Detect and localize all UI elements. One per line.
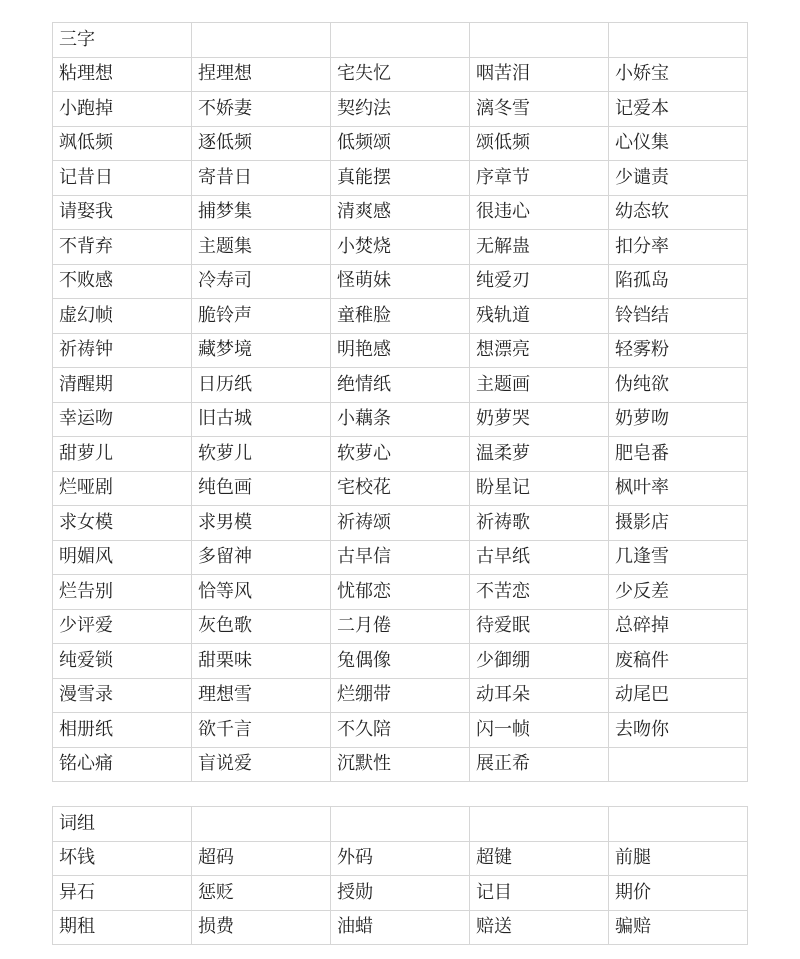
word-cell: 异石 <box>53 876 192 911</box>
word-cell: 祈祷歌 <box>470 506 609 541</box>
word-cell: 脆铃声 <box>192 299 331 334</box>
word-cell: 不苦恋 <box>470 575 609 610</box>
word-cell: 盼星记 <box>470 471 609 506</box>
word-cell: 甜萝儿 <box>53 437 192 472</box>
section-header-row <box>53 23 748 58</box>
word-cell: 总碎掉 <box>609 609 748 644</box>
word-cell: 不娇妻 <box>192 92 331 127</box>
word-cell: 闪一帧 <box>470 713 609 748</box>
word-cell: 咽苦泪 <box>470 57 609 92</box>
phrase-word-table <box>52 806 748 945</box>
word-cell: 很违心 <box>470 195 609 230</box>
word-cell: 动尾巴 <box>609 678 748 713</box>
word-cell: 损费 <box>192 910 331 945</box>
word-cell: 二月倦 <box>331 609 470 644</box>
word-cell: 飒低频 <box>53 126 192 161</box>
word-cell: 主题画 <box>470 368 609 403</box>
word-cell: 低频颂 <box>331 126 470 161</box>
word-cell: 宅失忆 <box>331 57 470 92</box>
word-cell: 不背弃 <box>53 230 192 265</box>
word-cell: 前腿 <box>609 841 748 876</box>
word-cell: 幸运吻 <box>53 402 192 437</box>
word-row <box>53 402 748 437</box>
word-row <box>53 506 748 541</box>
word-cell: 期价 <box>609 876 748 911</box>
word-row <box>53 126 748 161</box>
word-cell: 古早纸 <box>470 540 609 575</box>
word-cell: 幼态软 <box>609 195 748 230</box>
word-cell: 相册纸 <box>53 713 192 748</box>
empty-cell <box>470 807 609 842</box>
word-cell: 铭心痛 <box>53 747 192 782</box>
word-cell: 祈祷颂 <box>331 506 470 541</box>
word-cell: 惩贬 <box>192 876 331 911</box>
word-cell: 明艳感 <box>331 333 470 368</box>
word-cell: 小焚烧 <box>331 230 470 265</box>
word-cell: 沉默性 <box>331 747 470 782</box>
word-cell: 废稿件 <box>609 644 748 679</box>
word-cell: 清醒期 <box>53 368 192 403</box>
word-cell: 少反差 <box>609 575 748 610</box>
word-cell: 无解蛊 <box>470 230 609 265</box>
word-cell: 烂绷带 <box>331 678 470 713</box>
section-header-row <box>53 807 748 842</box>
word-cell: 超键 <box>470 841 609 876</box>
word-cell: 外码 <box>331 841 470 876</box>
word-row <box>53 230 748 265</box>
word-row <box>53 57 748 92</box>
word-cell: 铃铛结 <box>609 299 748 334</box>
word-cell: 少御绷 <box>470 644 609 679</box>
word-cell: 纯爱刃 <box>470 264 609 299</box>
word-cell: 逐低频 <box>192 126 331 161</box>
word-cell: 清爽感 <box>331 195 470 230</box>
word-row <box>53 368 748 403</box>
word-cell: 忧郁恋 <box>331 575 470 610</box>
word-cell: 甜栗味 <box>192 644 331 679</box>
word-cell: 期租 <box>53 910 192 945</box>
word-cell: 明媚风 <box>53 540 192 575</box>
empty-cell <box>331 23 470 58</box>
empty-cell <box>192 807 331 842</box>
word-cell: 小跑掉 <box>53 92 192 127</box>
word-row <box>53 195 748 230</box>
word-row <box>53 540 748 575</box>
word-row <box>53 644 748 679</box>
word-cell: 待爱眠 <box>470 609 609 644</box>
word-cell: 怪萌妹 <box>331 264 470 299</box>
word-cell: 记目 <box>470 876 609 911</box>
word-cell: 童稚脸 <box>331 299 470 334</box>
word-cell: 请娶我 <box>53 195 192 230</box>
word-row <box>53 747 748 782</box>
word-cell: 多留神 <box>192 540 331 575</box>
word-cell: 油蜡 <box>331 910 470 945</box>
word-cell: 盲说爱 <box>192 747 331 782</box>
word-cell: 坏钱 <box>53 841 192 876</box>
word-row <box>53 678 748 713</box>
word-cell: 宅校花 <box>331 471 470 506</box>
word-cell: 软萝儿 <box>192 437 331 472</box>
word-cell: 骗赔 <box>609 910 748 945</box>
word-cell: 祈祷钟 <box>53 333 192 368</box>
word-cell: 奶萝哭 <box>470 402 609 437</box>
word-cell: 兔偶像 <box>331 644 470 679</box>
three-char-word-table-body <box>53 23 748 782</box>
word-cell: 捕梦集 <box>192 195 331 230</box>
word-cell <box>609 747 748 782</box>
word-cell: 超码 <box>192 841 331 876</box>
word-row <box>53 471 748 506</box>
word-cell: 漫雪录 <box>53 678 192 713</box>
word-cell: 去吻你 <box>609 713 748 748</box>
word-row <box>53 264 748 299</box>
word-cell: 几逢雪 <box>609 540 748 575</box>
word-cell: 绝情纸 <box>331 368 470 403</box>
word-cell: 扣分率 <box>609 230 748 265</box>
word-cell: 冷寿司 <box>192 264 331 299</box>
word-cell: 真能摆 <box>331 161 470 196</box>
word-cell: 少谴责 <box>609 161 748 196</box>
word-cell: 烂告别 <box>53 575 192 610</box>
word-cell: 不败感 <box>53 264 192 299</box>
word-cell: 藏梦境 <box>192 333 331 368</box>
word-row <box>53 910 748 945</box>
word-row <box>53 575 748 610</box>
word-row <box>53 876 748 911</box>
word-cell: 软萝心 <box>331 437 470 472</box>
section-title: 词组 <box>53 807 192 842</box>
word-cell: 授勋 <box>331 876 470 911</box>
word-cell: 枫叶率 <box>609 471 748 506</box>
word-cell: 纯爱锁 <box>53 644 192 679</box>
word-cell: 恰等风 <box>192 575 331 610</box>
word-cell: 摄影店 <box>609 506 748 541</box>
word-row <box>53 161 748 196</box>
word-cell: 欲千言 <box>192 713 331 748</box>
word-cell: 古早信 <box>331 540 470 575</box>
word-cell: 奶萝吻 <box>609 402 748 437</box>
word-cell: 求男模 <box>192 506 331 541</box>
empty-cell <box>609 807 748 842</box>
word-cell: 漓冬雪 <box>470 92 609 127</box>
word-cell: 想漂亮 <box>470 333 609 368</box>
word-row <box>53 841 748 876</box>
empty-cell <box>470 23 609 58</box>
word-cell: 小藕条 <box>331 402 470 437</box>
word-cell: 心仪集 <box>609 126 748 161</box>
word-row <box>53 299 748 334</box>
word-cell: 烂哑剧 <box>53 471 192 506</box>
word-row <box>53 92 748 127</box>
word-cell: 寄昔日 <box>192 161 331 196</box>
word-cell: 赔送 <box>470 910 609 945</box>
word-cell: 动耳朵 <box>470 678 609 713</box>
word-cell: 理想雪 <box>192 678 331 713</box>
word-cell: 序章节 <box>470 161 609 196</box>
word-cell: 小娇宝 <box>609 57 748 92</box>
word-cell: 灰色歌 <box>192 609 331 644</box>
word-cell: 肥皂番 <box>609 437 748 472</box>
empty-cell <box>609 23 748 58</box>
word-cell: 主题集 <box>192 230 331 265</box>
word-cell: 求女模 <box>53 506 192 541</box>
word-cell: 记昔日 <box>53 161 192 196</box>
word-cell: 温柔萝 <box>470 437 609 472</box>
word-cell: 记爱本 <box>609 92 748 127</box>
word-row <box>53 437 748 472</box>
word-cell: 契约法 <box>331 92 470 127</box>
word-cell: 颂低频 <box>470 126 609 161</box>
empty-cell <box>192 23 331 58</box>
section-title: 三字 <box>53 23 192 58</box>
word-cell: 不久陪 <box>331 713 470 748</box>
word-cell: 轻雾粉 <box>609 333 748 368</box>
three-char-word-table <box>52 22 748 782</box>
word-cell: 残轨道 <box>470 299 609 334</box>
word-cell: 日历纸 <box>192 368 331 403</box>
word-row <box>53 609 748 644</box>
word-cell: 捏理想 <box>192 57 331 92</box>
word-cell: 伪纯欲 <box>609 368 748 403</box>
empty-cell <box>331 807 470 842</box>
word-cell: 少评爱 <box>53 609 192 644</box>
word-cell: 展正希 <box>470 747 609 782</box>
word-cell: 旧古城 <box>192 402 331 437</box>
word-cell: 虚幻帧 <box>53 299 192 334</box>
word-row <box>53 333 748 368</box>
word-row <box>53 713 748 748</box>
word-cell: 陷孤岛 <box>609 264 748 299</box>
word-cell: 纯色画 <box>192 471 331 506</box>
phrase-word-table-body <box>53 807 748 945</box>
word-cell: 粘理想 <box>53 57 192 92</box>
